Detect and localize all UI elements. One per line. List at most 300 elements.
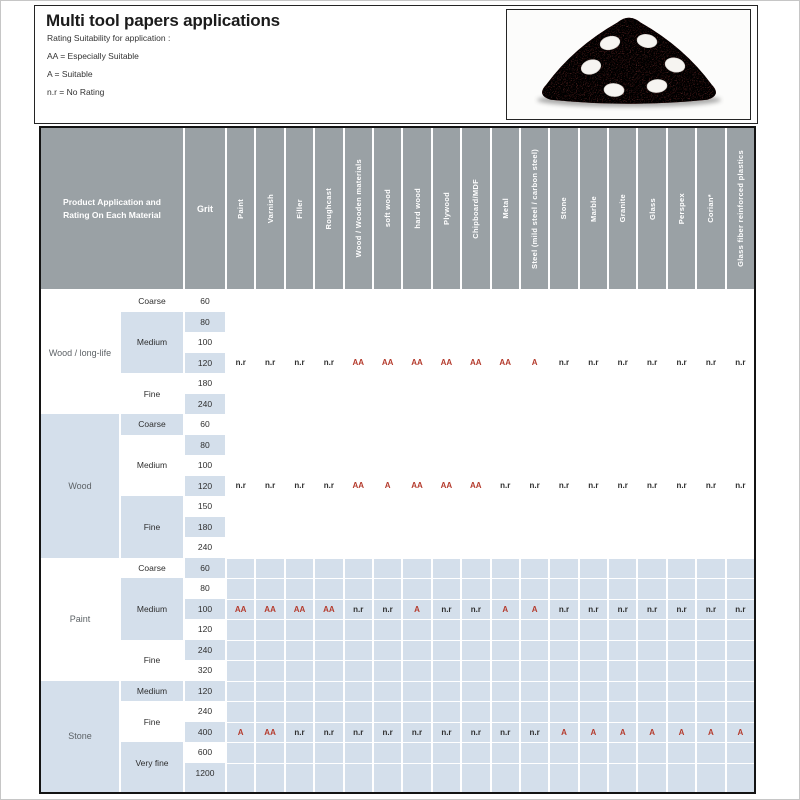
rating-cell — [609, 373, 638, 394]
rating-cell — [697, 681, 726, 702]
rating-cell — [609, 640, 638, 661]
rating-cell — [462, 681, 491, 702]
rating-cell — [668, 373, 697, 394]
rating-cell — [462, 660, 491, 681]
rating-cell — [492, 496, 521, 517]
material-column-label: Chipboard/MDF — [471, 178, 481, 239]
rating-cell — [403, 312, 432, 333]
rating-cell: AA — [433, 476, 462, 497]
grit-row — [185, 640, 754, 661]
rating-cell — [638, 312, 667, 333]
rating-cell — [727, 783, 754, 792]
rating-cell — [550, 312, 579, 333]
rating-cell — [286, 373, 315, 394]
rating-cell — [345, 558, 374, 579]
rating-cell — [580, 312, 609, 333]
rating-cell: A — [374, 476, 403, 497]
rating-cell — [727, 681, 754, 702]
pad-body — [543, 19, 715, 104]
rating-cell — [227, 312, 256, 333]
rating-cell — [374, 701, 403, 722]
rating-cell — [374, 435, 403, 456]
table-header-row — [41, 128, 754, 291]
material-column-label: hard wood — [412, 188, 422, 229]
rating-cell — [521, 373, 550, 394]
grit-row — [185, 455, 754, 476]
rating-cell — [492, 619, 521, 640]
rating-cell — [638, 742, 667, 763]
rating-cell — [668, 681, 697, 702]
rating-cell — [227, 763, 256, 784]
rating-cell — [227, 681, 256, 702]
material-column-header — [374, 128, 403, 289]
legend-suitable: A = Suitable — [47, 69, 93, 79]
grade-label-cell: Medium — [121, 435, 185, 497]
grade-block — [121, 701, 754, 742]
rating-cell: AA — [462, 353, 491, 374]
grit-cell: 60 — [185, 291, 227, 312]
grit-row — [185, 373, 754, 394]
rating-cell — [403, 640, 432, 661]
rating-cell — [433, 701, 462, 722]
rating-cell: AA — [256, 722, 285, 743]
rating-cell: n.r — [286, 353, 315, 374]
rating-cell — [521, 660, 550, 681]
rating-cell: AA — [403, 476, 432, 497]
material-column-header — [550, 128, 579, 289]
rating-cell — [403, 783, 432, 792]
rating-cell — [550, 537, 579, 558]
rating-cell: n.r — [638, 599, 667, 620]
rating-cell — [521, 537, 550, 558]
material-column-label: Filler — [294, 198, 304, 219]
rating-cell — [345, 640, 374, 661]
rating-cell — [227, 660, 256, 681]
rating-cell — [550, 681, 579, 702]
grade-rows — [185, 558, 754, 579]
rating-cell — [727, 701, 754, 722]
rating-cell — [315, 517, 344, 538]
rating-cell — [345, 701, 374, 722]
rating-cell — [374, 455, 403, 476]
rating-cell: A — [668, 722, 697, 743]
material-column-header — [345, 128, 374, 289]
rating-cell: n.r — [668, 599, 697, 620]
material-column-label: Glass — [647, 197, 657, 220]
rating-cell — [227, 435, 256, 456]
grade-block — [121, 435, 754, 497]
rating-cell — [374, 660, 403, 681]
material-column-label: Plywood — [441, 192, 451, 225]
rating-cell — [433, 783, 462, 792]
rating-cell — [345, 455, 374, 476]
rating-cell: n.r — [462, 722, 491, 743]
rating-cell — [286, 496, 315, 517]
rating-cell: n.r — [256, 476, 285, 497]
rating-cell: AA — [374, 353, 403, 374]
material-column-header — [492, 128, 521, 289]
grade-rows — [185, 373, 754, 414]
group-rows — [121, 414, 754, 558]
grade-label-cell: Coarse — [121, 558, 185, 579]
rating-cell — [227, 537, 256, 558]
rating-cell — [492, 332, 521, 353]
grit-row — [185, 537, 754, 558]
grit-cell: 120 — [185, 476, 227, 497]
rating-cell — [609, 763, 638, 784]
rating-cell: n.r — [345, 722, 374, 743]
grade-block — [121, 496, 754, 558]
rating-cell — [727, 291, 754, 312]
rating-cell — [286, 742, 315, 763]
rating-cell: AA — [315, 599, 344, 620]
grit-row — [185, 619, 754, 640]
grit-row — [185, 558, 754, 579]
rating-cell: n.r — [580, 476, 609, 497]
rating-cell — [580, 332, 609, 353]
rating-cell — [580, 435, 609, 456]
rating-cell: n.r — [727, 599, 754, 620]
grade-block — [121, 373, 754, 414]
rating-cell — [345, 373, 374, 394]
rating-cell — [315, 558, 344, 579]
rating-cell: n.r — [609, 599, 638, 620]
material-column-header — [315, 128, 344, 289]
rating-cell — [638, 291, 667, 312]
rating-cell — [521, 291, 550, 312]
rating-cell — [403, 414, 432, 435]
rating-cell: n.r — [638, 476, 667, 497]
rating-cell — [492, 435, 521, 456]
rating-cell: n.r — [521, 722, 550, 743]
grade-label-cell: Medium — [121, 312, 185, 374]
rating-cell — [403, 517, 432, 538]
rating-cell — [492, 640, 521, 661]
rating-cell: n.r — [345, 599, 374, 620]
rating-cell — [286, 435, 315, 456]
rating-cell — [345, 291, 374, 312]
rating-cell — [462, 640, 491, 661]
rating-cell — [550, 742, 579, 763]
grade-rows — [185, 312, 754, 374]
rating-cell — [374, 578, 403, 599]
material-column-header — [227, 128, 256, 289]
rating-cell — [433, 455, 462, 476]
rating-cell — [492, 558, 521, 579]
rating-cell: n.r — [256, 353, 285, 374]
rating-cell — [462, 701, 491, 722]
rating-cell — [374, 640, 403, 661]
material-column-header — [609, 128, 638, 289]
rating-cell — [433, 681, 462, 702]
grade-rows — [185, 414, 754, 435]
rating-cell: n.r — [735, 481, 746, 491]
rating-cell — [256, 414, 285, 435]
rating-cell — [403, 742, 432, 763]
rating-cell — [638, 783, 667, 792]
rating-cell — [668, 455, 697, 476]
rating-cell — [256, 558, 285, 579]
rating-cell — [668, 291, 697, 312]
rating-cell — [374, 742, 403, 763]
rating-cell — [433, 763, 462, 784]
rating-cell — [403, 558, 432, 579]
rating-cell — [227, 496, 256, 517]
rating-cell — [727, 332, 754, 353]
rating-cell — [521, 578, 550, 599]
grit-cell: 400 — [185, 722, 227, 743]
grade-label-cell: Medium — [121, 578, 185, 640]
rating-cell — [697, 291, 726, 312]
rating-cell — [697, 558, 726, 579]
rating-cell — [492, 742, 521, 763]
material-column-label: Corian* — [706, 194, 716, 223]
filler-row — [185, 783, 754, 792]
rating-cell — [492, 701, 521, 722]
rating-cell — [345, 619, 374, 640]
rating-cell — [403, 578, 432, 599]
rating-cell — [609, 496, 638, 517]
rating-cell — [580, 537, 609, 558]
rating-cell — [521, 394, 550, 415]
rating-cell — [315, 701, 344, 722]
rating-cell — [727, 496, 754, 517]
rating-cell: n.r — [433, 722, 462, 743]
rating-cell — [403, 763, 432, 784]
rating-cell: n.r — [697, 599, 726, 620]
rating-cell — [374, 414, 403, 435]
rating-cell — [521, 312, 550, 333]
grit-cell: 60 — [185, 414, 227, 435]
rating-cell — [550, 496, 579, 517]
rating-cell — [315, 332, 344, 353]
rating-cell: n.r — [668, 476, 697, 497]
rating-cell — [550, 394, 579, 415]
material-column-label: Perspex — [677, 192, 687, 225]
rating-cell: n.r — [227, 476, 256, 497]
grit-cell: 180 — [185, 517, 227, 538]
material-column-label: soft wood — [383, 189, 393, 228]
material-column-header — [521, 128, 550, 289]
rating-cell — [403, 537, 432, 558]
rating-cell — [462, 537, 491, 558]
rating-cell — [697, 640, 726, 661]
grit-row — [185, 353, 754, 374]
rating-cell: n.r — [374, 722, 403, 743]
rating-cell — [374, 763, 403, 784]
rating-cell — [609, 742, 638, 763]
rating-cell — [550, 558, 579, 579]
grit-column-header: Grit — [185, 128, 227, 289]
grit-row — [185, 742, 754, 763]
rating-cell — [462, 435, 491, 456]
rating-cell — [256, 640, 285, 661]
rating-cell — [256, 619, 285, 640]
material-column-label: Glass fiber reinforced plastics — [735, 150, 745, 267]
rating-cell — [727, 373, 754, 394]
rating-cell — [609, 660, 638, 681]
rating-cell — [550, 332, 579, 353]
rating-cell — [668, 640, 697, 661]
rating-cell — [580, 619, 609, 640]
grade-label-cell: Fine — [121, 373, 185, 414]
rating-cell — [227, 455, 256, 476]
rating-cell — [256, 701, 285, 722]
rating-legend — [47, 33, 170, 105]
rating-cell: A — [521, 599, 550, 620]
rating-cell — [638, 435, 667, 456]
grit-row — [185, 291, 754, 312]
rating-cell — [286, 455, 315, 476]
rating-cell — [492, 517, 521, 538]
material-column-label: Granite — [618, 194, 628, 223]
rating-cell — [374, 312, 403, 333]
rating-cell — [521, 763, 550, 784]
rating-cell — [727, 660, 754, 681]
rating-cell — [256, 435, 285, 456]
rating-cell: A — [550, 722, 579, 743]
grit-row — [185, 599, 754, 620]
rating-cell: AA — [492, 353, 521, 374]
rating-cell — [256, 578, 285, 599]
rating-cell: n.r — [521, 476, 550, 497]
material-column-label: Paint — [236, 198, 246, 219]
rating-cell — [727, 578, 754, 599]
rating-cell: AA — [286, 599, 315, 620]
grit-cell: 100 — [185, 455, 227, 476]
rating-cell — [286, 660, 315, 681]
rating-cell — [727, 414, 754, 435]
rating-cell — [697, 619, 726, 640]
material-column-header — [580, 128, 609, 289]
rating-cell — [286, 619, 315, 640]
rating-cell: AA — [227, 599, 256, 620]
product-name-cell: Wood — [41, 414, 121, 558]
rating-cell — [609, 701, 638, 722]
rating-cell — [697, 701, 726, 722]
rating-cell — [492, 394, 521, 415]
grade-rows — [185, 291, 754, 312]
rating-cell — [286, 783, 315, 792]
rating-cell — [550, 619, 579, 640]
material-column-label: Marble — [588, 195, 598, 222]
grit-row — [185, 435, 754, 456]
rating-cell — [550, 291, 579, 312]
rating-cell — [315, 640, 344, 661]
rating-cell — [550, 517, 579, 538]
rating-cell — [492, 763, 521, 784]
rating-cell — [638, 660, 667, 681]
rating-cell — [580, 701, 609, 722]
grit-cell: 80 — [185, 578, 227, 599]
grit-row — [185, 578, 754, 599]
rating-cell — [462, 783, 491, 792]
rating-cell — [550, 373, 579, 394]
rating-cell — [345, 763, 374, 784]
rating-cell — [697, 312, 726, 333]
rating-cell — [462, 619, 491, 640]
rating-cell — [638, 578, 667, 599]
rating-cell — [727, 640, 754, 661]
rating-cell — [462, 517, 491, 538]
rating-cell — [609, 537, 638, 558]
grade-rows — [185, 578, 754, 640]
rating-cell — [492, 681, 521, 702]
rating-cell — [638, 640, 667, 661]
rating-cell — [256, 455, 285, 476]
grit-cell: 150 — [185, 496, 227, 517]
filler-rows — [185, 783, 754, 792]
corner-header: Product Application and Rating On Each Material — [41, 128, 185, 289]
rating-cell — [521, 783, 550, 792]
rating-cell — [374, 496, 403, 517]
rating-cell: n.r — [227, 353, 256, 374]
rating-cell — [580, 783, 609, 792]
rating-cell — [433, 435, 462, 456]
rating-cell: A — [580, 722, 609, 743]
rating-cell — [638, 394, 667, 415]
grit-cell: 240 — [185, 640, 227, 661]
rating-cell — [256, 496, 285, 517]
rating-cell — [638, 517, 667, 538]
rating-cell — [550, 783, 579, 792]
rating-cell — [638, 414, 667, 435]
rating-cell — [374, 291, 403, 312]
group-rows — [121, 558, 754, 681]
rating-cell — [374, 783, 403, 792]
rating-cell — [256, 763, 285, 784]
rating-cell — [256, 537, 285, 558]
rating-cell: n.r — [735, 358, 746, 368]
grade-label-cell: Fine — [121, 701, 185, 742]
material-column-label: Steel (mild steel / carbon steel) — [530, 148, 540, 269]
rating-cell: n.r — [580, 599, 609, 620]
rating-cell — [403, 373, 432, 394]
rating-cell — [345, 312, 374, 333]
rating-cell — [638, 763, 667, 784]
rating-cell — [550, 578, 579, 599]
rating-cell — [315, 394, 344, 415]
grade-rows — [185, 701, 754, 742]
rating-cell — [286, 414, 315, 435]
product-name-cell: Paint — [41, 558, 121, 681]
grade-rows — [185, 496, 754, 558]
header-section — [34, 5, 758, 124]
rating-cell — [668, 394, 697, 415]
rating-cell: n.r — [492, 722, 521, 743]
rating-cell — [668, 558, 697, 579]
rating-cell: n.r — [668, 353, 697, 374]
rating-cell — [374, 517, 403, 538]
rating-cell — [697, 742, 726, 763]
rating-cell — [697, 517, 726, 538]
rating-cell: n.r — [374, 599, 403, 620]
material-column-label: Stone — [559, 197, 569, 220]
rating-cell — [462, 496, 491, 517]
grit-cell: 120 — [185, 681, 227, 702]
rating-cell — [433, 619, 462, 640]
rating-cell: n.r — [609, 476, 638, 497]
rating-cell — [580, 558, 609, 579]
rating-cell — [580, 373, 609, 394]
grit-row — [185, 312, 754, 333]
material-column-label: Wood / Wooden materials — [353, 159, 363, 258]
rating-cell — [697, 373, 726, 394]
rating-cell — [697, 394, 726, 415]
rating-cell — [403, 701, 432, 722]
rating-cell — [727, 558, 754, 579]
rating-cell — [256, 291, 285, 312]
